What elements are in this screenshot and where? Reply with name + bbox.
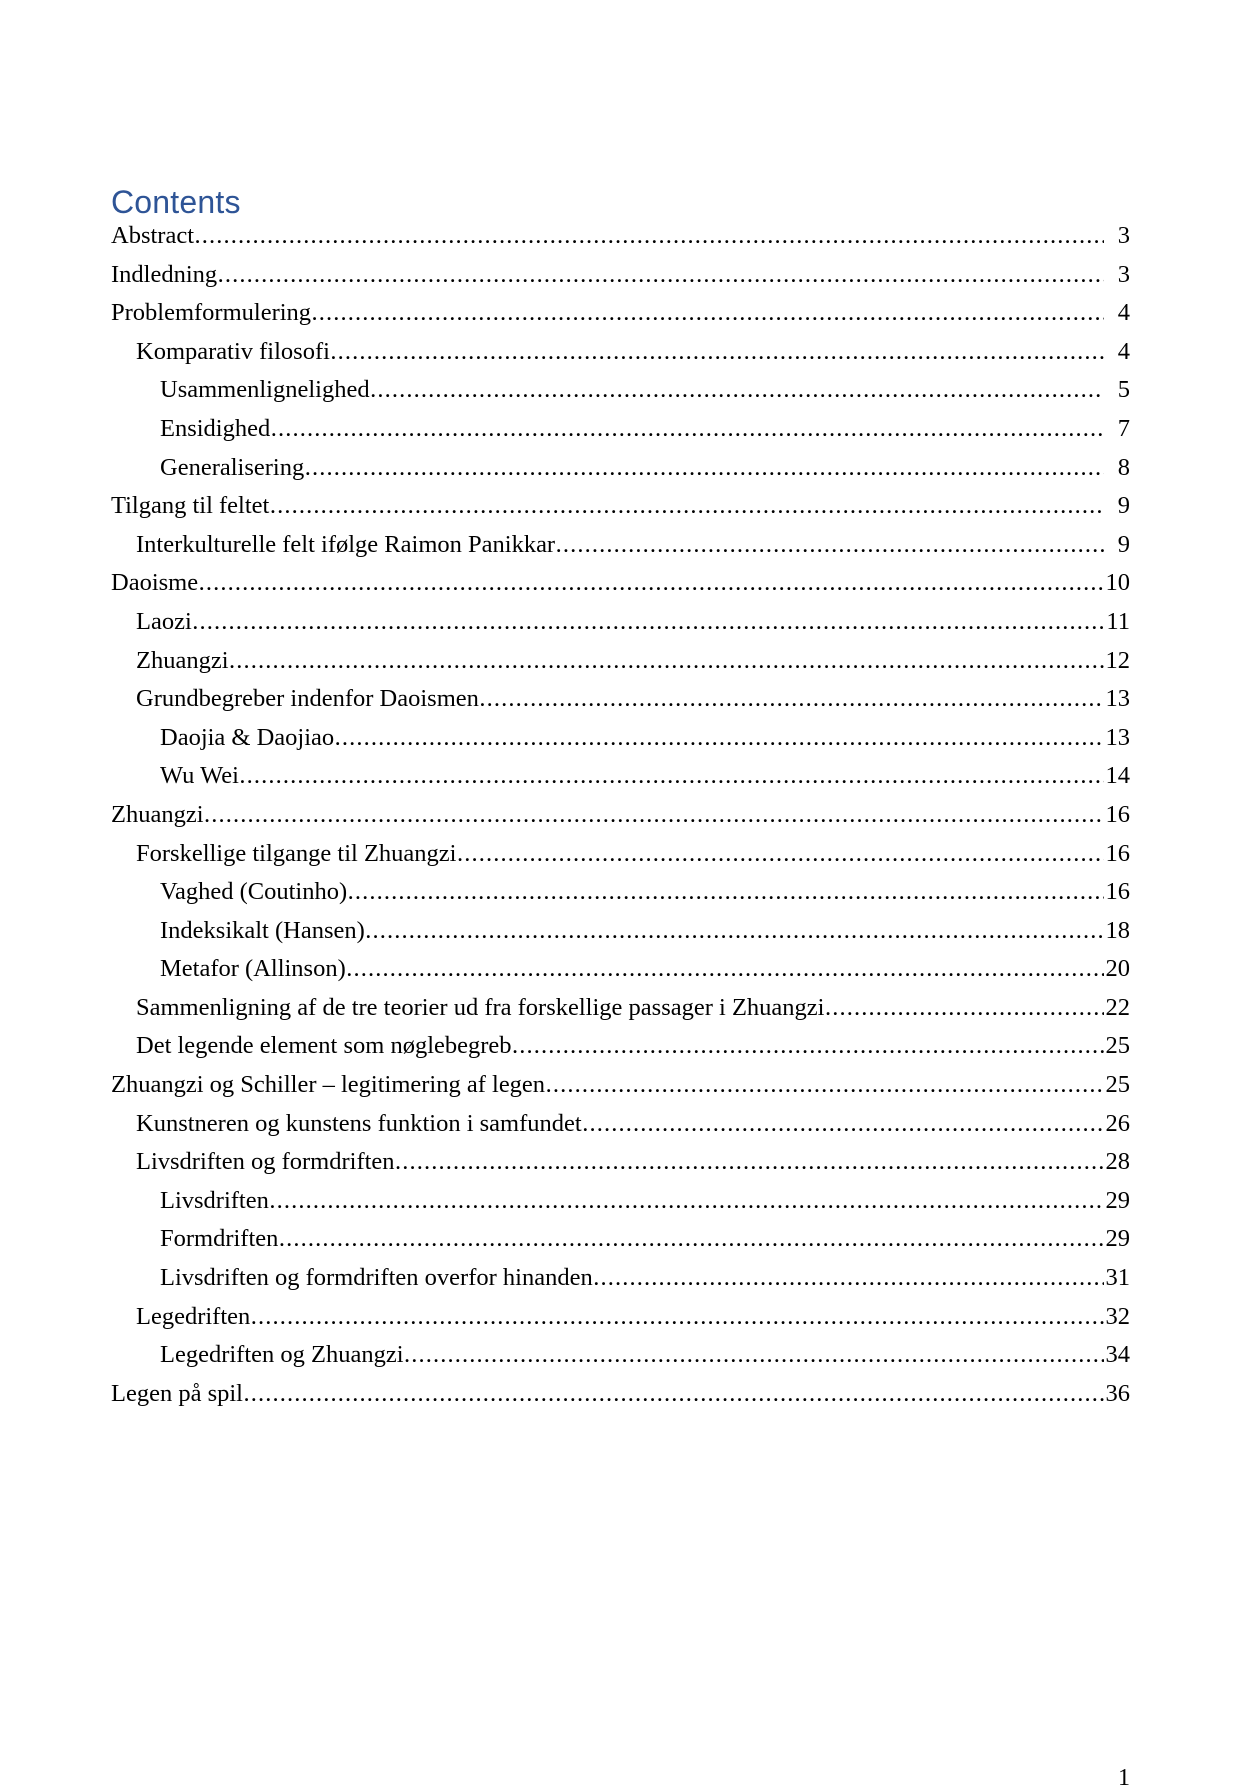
toc-entry[interactable] — [111, 1034, 1130, 1073]
toc-dot-leader — [370, 378, 1103, 403]
toc-entry-title: Livsdriften og formdriften overfor hinanden — [160, 1266, 593, 1292]
toc-dot-leader — [199, 571, 1104, 596]
toc-entry[interactable] — [111, 1112, 1130, 1151]
footer-page-number: 1 — [1118, 1765, 1130, 1791]
toc-entry-title: Kunstneren og kunstens funktion i samfundet — [136, 1111, 582, 1137]
toc-dot-leader — [457, 842, 1104, 867]
toc-entry-page-number: 18 — [1105, 918, 1130, 944]
toc-entry-title: Daoisme — [111, 571, 199, 597]
toc-entry-page-number: 4 — [1117, 301, 1130, 327]
toc-entry-page-number: 3 — [1117, 262, 1130, 288]
toc-entry[interactable] — [111, 1266, 1130, 1305]
toc-entry-title: Wu Wei — [160, 764, 239, 790]
toc-dot-leader — [229, 649, 1103, 674]
toc-entry-title: Generalisering — [160, 455, 305, 481]
toc-dot-leader — [251, 1305, 1104, 1330]
toc-entry[interactable] — [111, 996, 1130, 1035]
toc-entry-page-number: 34 — [1105, 1343, 1130, 1369]
toc-entry-title: Tilgang til feltet — [111, 494, 270, 520]
toc-entry-page-number: 7 — [1117, 416, 1130, 442]
toc-entry-page-number: 29 — [1105, 1227, 1130, 1253]
toc-dot-leader — [195, 224, 1104, 249]
toc-entry-title: Abstract — [111, 224, 194, 249]
toc-entry-page-number: 10 — [1105, 571, 1130, 597]
toc-dot-leader — [582, 1112, 1103, 1137]
toc-entry-title: Sammenligning af de tre teorier ud fra forskellige passager i Zhuangzi — [136, 995, 825, 1021]
toc-entry-title: Det legende element som nøglebegreb — [136, 1034, 512, 1060]
toc-dot-leader — [312, 301, 1104, 326]
toc-entry[interactable] — [111, 1382, 1130, 1421]
toc-dot-leader — [825, 996, 1104, 1021]
toc-entry-page-number: 20 — [1105, 957, 1130, 983]
toc-entry-title: Zhuangzi og Schiller – legitimering af legen — [111, 1073, 546, 1099]
toc-entry[interactable] — [111, 1150, 1130, 1189]
toc-dot-leader — [305, 456, 1104, 481]
toc-entry-page-number: 9 — [1117, 532, 1130, 558]
toc-entry-page-number: 16 — [1105, 880, 1130, 906]
toc-entry[interactable] — [111, 301, 1130, 340]
toc-entry[interactable] — [111, 880, 1130, 919]
toc-dot-leader — [279, 1227, 1104, 1252]
toc-dot-leader — [192, 610, 1103, 635]
toc-entry-page-number: 26 — [1105, 1111, 1130, 1137]
toc-entry-page-number: 5 — [1117, 378, 1130, 404]
toc-entry-title: Usammenlignelighed — [160, 378, 370, 404]
toc-entry[interactable] — [111, 571, 1130, 610]
toc-dot-leader — [270, 494, 1104, 519]
toc-entry-title: Zhuangzi — [111, 802, 204, 828]
toc-entry-page-number: 25 — [1105, 1073, 1130, 1099]
toc-entry[interactable] — [111, 263, 1130, 302]
toc-entry[interactable] — [111, 533, 1130, 572]
toc-dot-leader — [365, 919, 1103, 944]
toc-entry-title: Formdriften — [160, 1227, 279, 1253]
toc-entry-page-number: 8 — [1117, 455, 1130, 481]
toc-entry-page-number: 22 — [1105, 995, 1130, 1021]
toc-entry-page-number: 31 — [1105, 1266, 1130, 1292]
toc-dot-leader — [546, 1073, 1104, 1098]
toc-entry[interactable] — [111, 649, 1130, 688]
toc-entry[interactable] — [111, 417, 1130, 456]
toc-entry-title: Problemformulering — [111, 301, 312, 327]
toc-entry[interactable] — [111, 494, 1130, 533]
toc-entry[interactable] — [111, 340, 1130, 379]
toc-entry-page-number: 4 — [1117, 339, 1130, 365]
toc-dot-leader — [556, 533, 1104, 558]
toc-entry-title: Livsdriften og formdriften — [136, 1150, 395, 1176]
toc-entry[interactable] — [111, 1073, 1130, 1112]
toc-entry[interactable] — [111, 1227, 1130, 1266]
toc-entry[interactable] — [111, 1189, 1130, 1228]
toc-entry-page-number: 13 — [1105, 725, 1130, 751]
toc-entry-title: Livsdriften — [160, 1188, 269, 1214]
toc-entry-title: Metafor (Allinson) — [160, 957, 346, 983]
toc-entry-list — [111, 224, 1130, 1420]
toc-entry[interactable] — [111, 803, 1130, 842]
toc-entry[interactable] — [111, 919, 1130, 958]
toc-entry-page-number: 9 — [1117, 494, 1130, 520]
toc-dot-leader — [479, 687, 1103, 712]
toc-dot-leader — [244, 1382, 1104, 1407]
toc-dot-leader — [204, 803, 1103, 828]
toc-entry[interactable] — [111, 957, 1130, 996]
toc-entry-page-number: 36 — [1105, 1381, 1130, 1407]
toc-entry[interactable] — [111, 378, 1130, 417]
toc-entry[interactable] — [111, 224, 1130, 263]
toc-entry-title: Grundbegreber indenfor Daoismen — [136, 687, 479, 713]
toc-entry-title: Legen på spil — [111, 1381, 243, 1407]
toc-entry-page-number: 29 — [1105, 1188, 1130, 1214]
toc-entry-page-number: 32 — [1105, 1304, 1130, 1330]
toc-dot-leader — [271, 417, 1104, 442]
toc-entry-title: Daojia & Daojiao — [160, 725, 335, 751]
toc-entry-title: Interkulturelle felt ifølge Raimon Panikkar — [136, 532, 556, 558]
toc-entry[interactable] — [111, 610, 1130, 649]
toc-dot-leader — [346, 957, 1103, 982]
toc-entry[interactable] — [111, 726, 1130, 765]
toc-dot-leader — [348, 880, 1104, 905]
toc-entry-page-number: 16 — [1105, 841, 1130, 867]
toc-entry-page-number: 28 — [1105, 1150, 1130, 1176]
toc-entry-title: Indeksikalt (Hansen) — [160, 918, 365, 944]
toc-entry-page-number: 13 — [1105, 687, 1130, 713]
toc-entry-title: Komparativ filosofi — [136, 339, 330, 365]
toc-dot-leader — [335, 726, 1104, 751]
toc-dot-leader — [218, 263, 1104, 288]
toc-entry[interactable] — [111, 842, 1130, 881]
toc-entry-page-number: 11 — [1106, 609, 1130, 635]
toc-dot-leader — [239, 764, 1103, 789]
toc-entry-title: Indledning — [111, 262, 218, 288]
toc-entry-page-number: 25 — [1105, 1034, 1130, 1060]
toc-entry-title: Vaghed (Coutinho) — [160, 880, 348, 906]
toc-entry-page-number: 16 — [1105, 802, 1130, 828]
toc-entry-page-number: 14 — [1105, 764, 1130, 790]
toc-entry-title: Forskellige tilgange til Zhuangzi — [136, 841, 457, 867]
toc-entry-title: Legedriften og Zhuangzi — [160, 1343, 404, 1369]
table-of-contents — [111, 184, 1130, 1791]
toc-entry-title: Laozi — [136, 609, 192, 635]
toc-dot-leader — [395, 1150, 1103, 1175]
toc-entry-page-number: 3 — [1117, 224, 1130, 249]
toc-dot-leader — [512, 1034, 1103, 1059]
toc-entry[interactable] — [111, 456, 1130, 495]
toc-dot-leader — [269, 1189, 1103, 1214]
toc-entry-title: Zhuangzi — [136, 648, 229, 674]
toc-entry[interactable] — [111, 1305, 1130, 1344]
toc-dot-leader — [330, 340, 1103, 365]
toc-entry-page-number: 12 — [1105, 648, 1130, 674]
toc-entry[interactable] — [111, 1343, 1130, 1382]
page-title: Contents — [111, 184, 241, 220]
toc-entry[interactable] — [111, 764, 1130, 803]
toc-entry-title: Ensidighed — [160, 416, 271, 442]
toc-dot-leader — [593, 1266, 1103, 1291]
toc-entry[interactable] — [111, 687, 1130, 726]
toc-dot-leader — [404, 1343, 1103, 1368]
toc-entry-title: Legedriften — [136, 1304, 251, 1330]
